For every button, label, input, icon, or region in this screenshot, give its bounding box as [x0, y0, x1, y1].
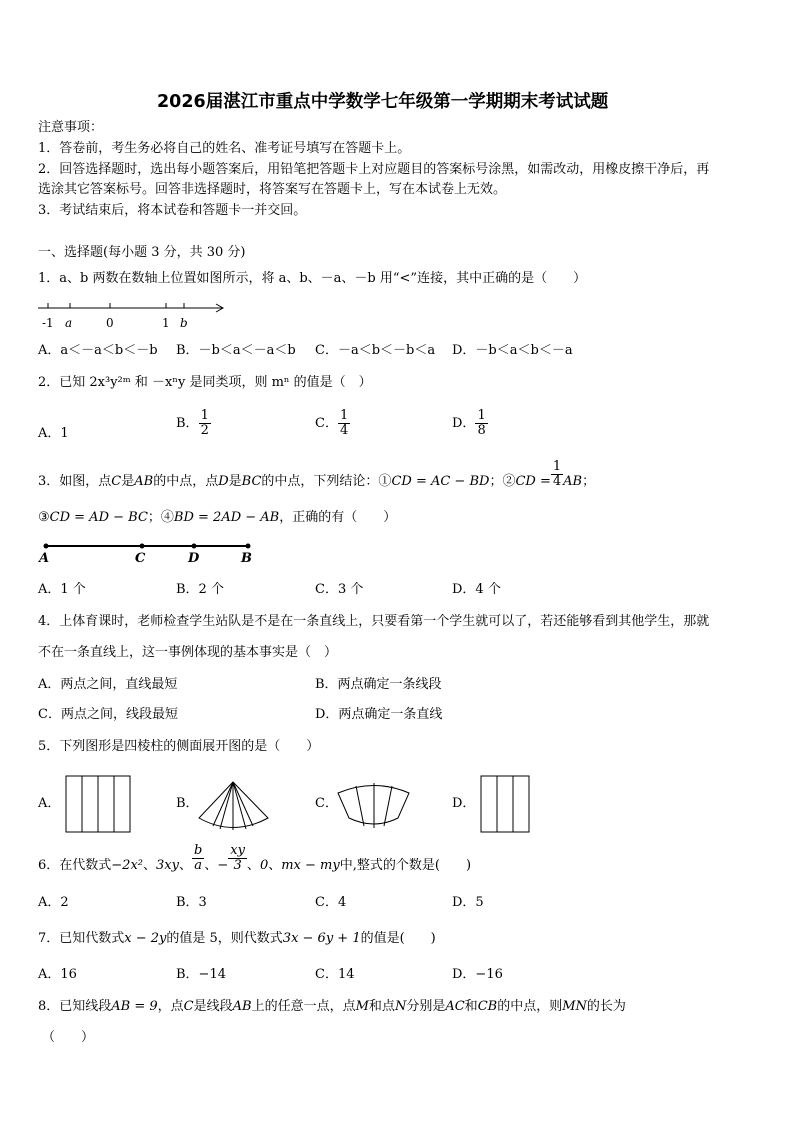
section-heading: 一、选择题(每小题 3 分，共 30 分)	[38, 245, 246, 260]
q3-seg-bc: BC	[241, 474, 262, 489]
notice-heading: 注意事项：	[38, 120, 104, 135]
q8-point-n: N	[394, 999, 407, 1014]
axis-label-0: 0	[106, 316, 114, 330]
q6-option-c: C．4	[315, 895, 347, 910]
q6-text-a: 6．在代数式	[38, 858, 112, 873]
q7-option-d: D．−16	[452, 967, 503, 982]
q3-label-d: D	[188, 551, 200, 566]
q3-point-c: C	[111, 474, 122, 489]
q7-option-a: A．16	[38, 967, 77, 982]
q8-text-d: 上的任意一点，点	[251, 999, 356, 1014]
q3-conclusion-1: CD = AC − BD	[391, 474, 490, 489]
notice-item-2-cont: 选涂其它答案标号。回答非选择题时，将答案写在答题卡上，写在本试卷上无效。	[38, 182, 507, 197]
q2-option-c-num: 1	[339, 408, 349, 423]
q6-expr-5: mx − my	[281, 858, 340, 873]
axis-label-1: 1	[162, 316, 170, 330]
q6-text-b: 中,整式的个数是( )	[339, 858, 472, 873]
q8-seg-mn: MN	[562, 999, 587, 1014]
q3-c2-den: 4	[552, 474, 562, 489]
q3-point-d: D	[218, 474, 229, 489]
q5-stem: 5．下列图形是四棱柱的侧面展开图的是（ ）	[38, 739, 320, 754]
q6-frac-1-den: a	[194, 858, 203, 873]
q1-option-a: A．a＜－a＜b＜－b	[38, 343, 158, 358]
q5-figure-d	[481, 776, 529, 832]
q6-frac-1	[192, 844, 204, 873]
q6-comma-1: 、	[143, 858, 157, 873]
q7-text-a: 7．已知代数式	[38, 931, 125, 946]
q5-label-b: B．	[176, 796, 199, 811]
q2-option-c-den: 4	[339, 423, 349, 438]
q3-text-sep: ；②	[489, 474, 516, 489]
notice-item-3: 3．考试结束后，将本试卷和答题卡一并交回。	[38, 203, 307, 218]
q7-text-b: 的值是 5，则代数式	[166, 931, 283, 946]
q3-text-4: ；④	[147, 510, 174, 525]
q2-option-d-den: 8	[477, 423, 486, 438]
q8-text-e: 和点	[368, 999, 395, 1014]
q3-text-3: ③	[38, 510, 50, 525]
q2-option-d-num: 1	[477, 408, 486, 423]
q3-option-c: C．3 个	[315, 582, 364, 597]
q5-label-d: D．	[452, 796, 476, 811]
q3-c2-num: 1	[552, 459, 562, 474]
q8-expr-ab9: AB = 9	[111, 999, 158, 1014]
q3-text-a: 3．如图，点	[38, 474, 112, 489]
q3-label-a: A	[39, 551, 50, 566]
q8-text-b: ，点	[157, 999, 184, 1014]
q7-text-c: 的值是( )	[360, 931, 436, 946]
notice-item-1: 1．答卷前，考生务必将自己的姓名、准考证号填写在答题卡上。	[38, 141, 411, 156]
q6-stem	[38, 843, 472, 874]
q3-text-end: ；	[582, 474, 596, 489]
q7-stem	[38, 931, 436, 947]
q4-option-d: D．两点确定一条直线	[315, 707, 443, 722]
q8-stem-line1	[38, 999, 626, 1015]
q3-seg-ab: AB	[134, 474, 154, 489]
axis-label-neg1: -1	[42, 316, 54, 330]
q2-option-b-label: B．	[176, 416, 199, 431]
q6-comma-4: 、	[246, 858, 260, 873]
q6-comma-3: 、	[204, 858, 218, 873]
q5-figure-b	[199, 782, 268, 830]
q6-expr-2: 3xy	[156, 858, 179, 873]
q6-expr-1: −2x²	[111, 858, 143, 873]
q3-option-d: D．4 个	[452, 582, 501, 597]
q2-option-a-value: 1	[60, 426, 69, 441]
q3-text-mid: 的中点，点	[153, 474, 219, 489]
q6-option-b: B．3	[176, 895, 207, 910]
q8-seg-ab: AB	[232, 999, 252, 1014]
q6-option-a: A．2	[38, 895, 69, 910]
q5-figure-a	[66, 776, 130, 832]
q6-frac-1-num: b	[193, 843, 203, 858]
q3-conclusion-2-left: CD =	[515, 474, 551, 489]
q3-text-end2: ，正确的有（ ）	[279, 510, 397, 525]
q2-option-b-num: 1	[200, 408, 209, 423]
q8-point-c: C	[183, 999, 194, 1014]
q5-figure-c	[338, 783, 409, 828]
q3-text-is2: 是	[228, 474, 242, 489]
q6-expr-4: 0	[259, 858, 269, 873]
q2-stem: 2．已知 2x³y²ᵐ 和 －xⁿy 是同类项，则 mⁿ 的值是（ ）	[38, 375, 372, 390]
q7-expr-1: x − 2y	[124, 931, 167, 946]
q5-label-a: A．	[38, 796, 61, 811]
q4-stem-line1: 4．上体育课时，老师检查学生站队是不是在一条直线上，只要看第一个学生就可以了，若还能够看到其他学生，那就	[38, 614, 710, 629]
q1-option-b: B．－b＜a＜－a＜b	[176, 343, 296, 358]
q3-conclusion-3: CD = AD − BC	[49, 510, 148, 525]
q3-label-c: C	[135, 551, 146, 566]
q6-comma-2: 、	[178, 858, 192, 873]
axis-label-b: b	[180, 316, 188, 330]
q8-text-f: 分别是	[406, 999, 446, 1014]
q3-option-a: A．1 个	[38, 582, 86, 597]
q2-option-d-label: D．	[452, 416, 476, 431]
q6-frac-2	[228, 844, 247, 873]
q2-option-c-label: C．	[315, 416, 338, 431]
q1-option-d: D．－b＜a＜b＜－a	[452, 343, 573, 358]
q8-stem-line2: （ ）	[42, 1030, 95, 1045]
q1-option-c: C．－a＜b＜－b＜a	[315, 343, 436, 358]
q2-option-a-label: A．	[38, 426, 61, 441]
q3-conclusion-4: BD = 2AD − AB	[173, 510, 280, 525]
q8-text-a: 8．已知线段	[38, 999, 112, 1014]
q8-point-m: M	[355, 999, 369, 1014]
q8-seg-ac: AC	[445, 999, 465, 1014]
q8-text-h: 的长为	[586, 999, 626, 1014]
q3-label-b: B	[241, 551, 252, 566]
q6-frac-2-num: xy	[230, 843, 245, 858]
q8-text-c: 是线段	[193, 999, 233, 1014]
q8-seg-cb: CB	[477, 999, 498, 1014]
q3-option-b: B．2 个	[176, 582, 224, 597]
q3-conclusion-2-right: AB	[563, 474, 583, 489]
page-title: 2026届湛江市重点中学数学七年级第一学期期末考试试题	[157, 92, 609, 112]
q6-option-d: D．5	[452, 895, 484, 910]
q2-option-b-den: 2	[200, 423, 209, 438]
q8-text-g: 的中点，则	[497, 999, 563, 1014]
q1-stem: 1．a、b 两数在数轴上位置如图所示，将 a、b、－a、－b 用“<”连接，其中正确的是（ ）	[38, 271, 587, 286]
q7-option-c: C．14	[315, 967, 355, 982]
q3-text-is: 是	[121, 474, 135, 489]
q4-option-c: C．两点之间，线段最短	[38, 707, 178, 722]
q5-label-c: C．	[315, 796, 338, 811]
q4-option-a: A．两点之间，直线最短	[38, 677, 178, 692]
q4-option-b: B．两点确定一条线段	[315, 677, 442, 692]
q7-expr-2: 3x − 6y + 1	[282, 931, 361, 946]
q8-text-and: 和	[464, 999, 478, 1014]
q4-stem-line2: 不在一条直线上，这一事例体现的基本事实是（ ）	[38, 645, 338, 660]
q6-expr-3: −	[217, 858, 229, 873]
notice-item-2: 2．回答选择题时，选出每小题答案后，用铅笔把答题卡上对应题目的答案标号涂黑，如需改动，用橡皮擦干净后，再	[38, 162, 710, 177]
q6-frac-2-den: 3	[233, 858, 242, 873]
axis-label-a: a	[65, 316, 73, 330]
q7-option-b: B．−14	[176, 967, 226, 982]
q3-text-mid2: 的中点，下列结论：①	[261, 474, 392, 489]
q6-comma-5: 、	[268, 858, 282, 873]
